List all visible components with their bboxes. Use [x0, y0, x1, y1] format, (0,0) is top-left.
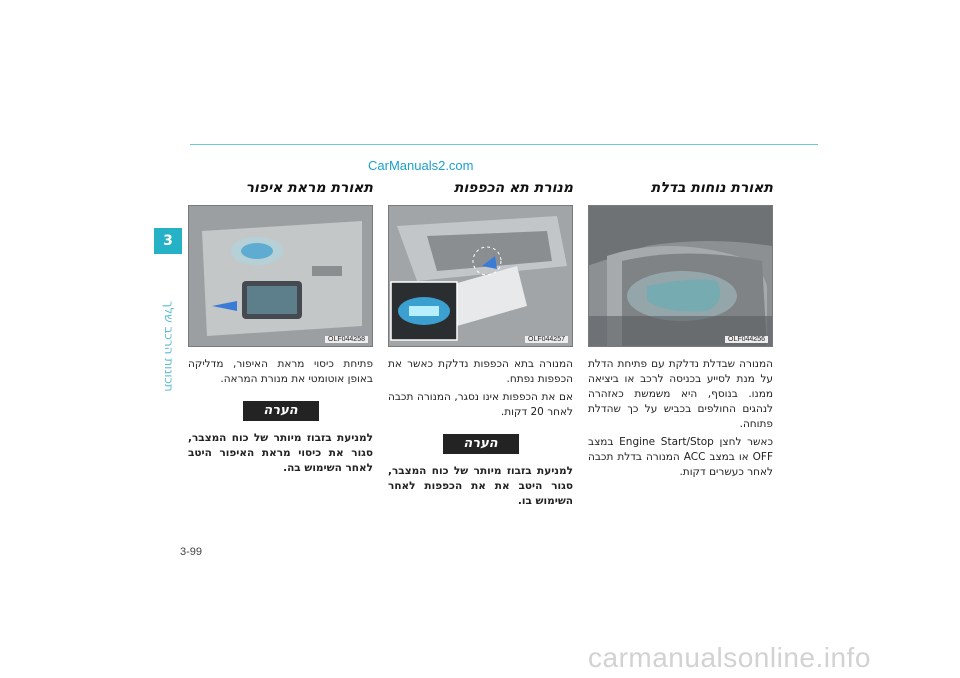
- section-title: תאורת מראת איפור: [245, 180, 373, 196]
- notice-label: הערה: [243, 401, 319, 421]
- section-door-courtesy-lamp: [588, 180, 773, 480]
- body-paragraph: פתיחת כיסוי מראת האיפור, מדליקה באופן אוטומטי את מנורת המראה.: [188, 358, 373, 385]
- notice-text: למניעת בזבוז מיותר של כוח המצבר, סגור היטב את את הכפפות לאחר השימוש בו.: [388, 465, 573, 507]
- section-title: מנורת תא הכפפות: [453, 180, 573, 196]
- body-paragraph: כאשר לחצן Engine Start/Stop במצב OFF או במצב ACC המנורה בדלת תכבה לאחר כעשרים דקות.: [588, 436, 774, 478]
- image-code: OLF044258: [325, 336, 368, 343]
- image-code: OLF044256: [725, 336, 768, 343]
- image-code: OLF044257: [525, 336, 568, 343]
- section-glove-box-lamp: [388, 180, 573, 509]
- watermark-bottom: carmanualsonline.info: [588, 642, 871, 673]
- section-title: תאורת נוחות בדלת: [650, 180, 773, 196]
- page-number: 3-99: [180, 546, 203, 558]
- top-rule: [190, 144, 818, 145]
- watermark-top: CarManuals2.com: [368, 158, 474, 173]
- chapter-number-tab[interactable]: 3: [154, 228, 182, 254]
- door-lamp-photo: [588, 205, 773, 347]
- glove-box-photo: [388, 205, 573, 347]
- section-vanity-mirror-lamp: [188, 180, 373, 476]
- chapter-title: תכונות הרכב שלך: [162, 301, 176, 392]
- notice-label: הערה: [443, 434, 519, 454]
- body-paragraph: המנורה בתא הכפפות נדלקת כאשר את הכפפות נפתח.: [388, 358, 573, 385]
- body-paragraph: אם את הכפפות אינו נסגר, המנורה תכבה לאחר 20 דקות.: [388, 391, 573, 418]
- body-paragraph: המנורה שבדלת נדלקת עם פתיחת הדלת על מנת לסייע בכניסה לרכב או ביציאה ממנו. בנוסף, היא משמשת כאזהרה לנהגים החולפים בכביש על כך שהדלת פתוחה.: [588, 358, 773, 430]
- vanity-mirror-photo: [188, 205, 373, 347]
- notice-text: למניעת בזבוז מיותר של כוח המצבר, סגור את כיסוי מראת האיפור היטב לאחר השימוש בה.: [188, 432, 373, 474]
